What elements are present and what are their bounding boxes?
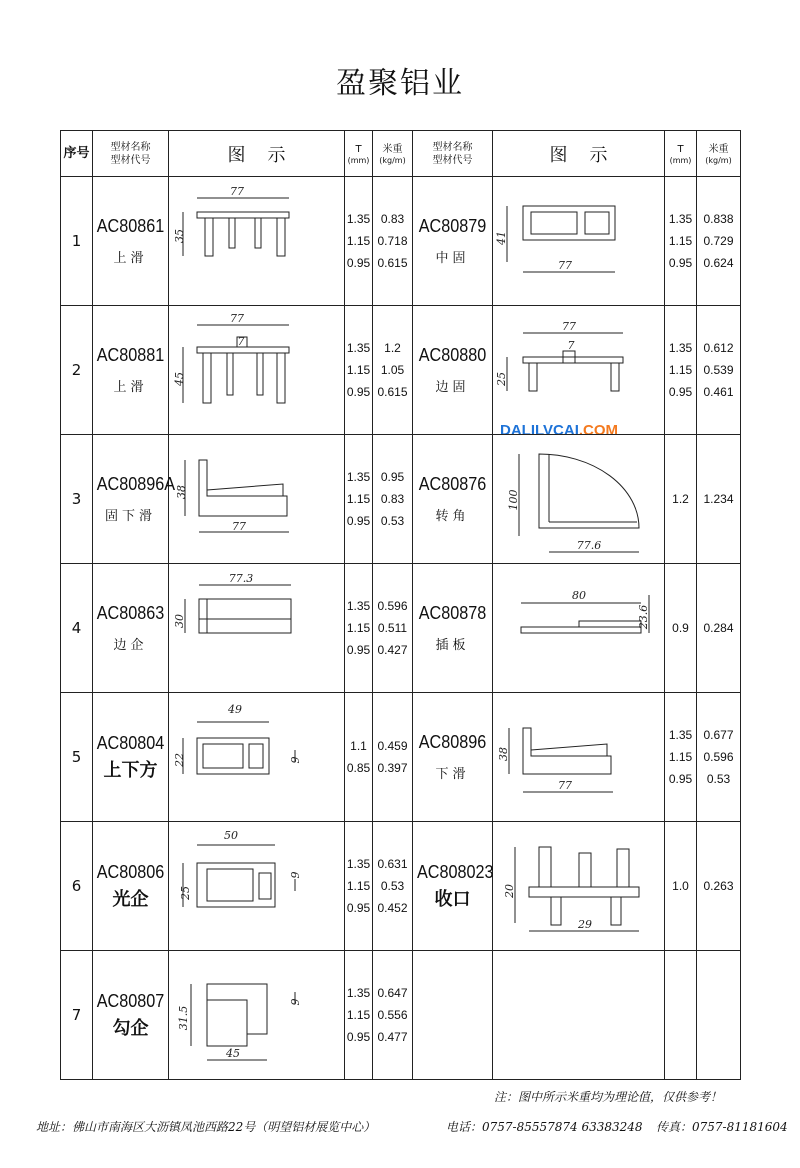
table-row	[61, 306, 741, 435]
weight-cell	[373, 306, 413, 435]
header-figure-right: 图示	[493, 131, 665, 177]
profile-name: 收口	[434, 888, 471, 910]
weight-value: 0.477	[377, 1030, 408, 1044]
figure-cell	[493, 177, 665, 306]
weight-value: 0.615	[377, 385, 408, 399]
dimension-label: 29	[577, 918, 592, 931]
row-number: 4	[61, 564, 93, 693]
page-title: 盈聚铝业	[336, 66, 464, 101]
thickness-value: 0.95	[346, 643, 371, 657]
profile-name: 插板	[435, 638, 470, 653]
header-thickness: T (mm)	[345, 131, 373, 177]
weight-value: 1.05	[380, 363, 405, 377]
dimension-label: 49	[227, 703, 242, 716]
profile-drawing	[172, 569, 337, 687]
dimension-label: 25	[178, 886, 192, 900]
figure-cell	[493, 822, 665, 951]
weight-value: 0.284	[703, 621, 734, 635]
table-row	[61, 693, 741, 822]
thickness-cell	[665, 435, 697, 564]
watermark-suffix: .COM	[578, 422, 619, 439]
weight-cell	[373, 564, 413, 693]
dimension-label: 9	[288, 756, 302, 764]
row-number: 2	[61, 306, 93, 435]
footer-phone: 电话：0757-85557874 63383248	[446, 1120, 643, 1134]
dimension-label: 41	[494, 231, 508, 245]
profile-drawing	[172, 182, 337, 300]
weight-cell	[373, 693, 413, 822]
thickness-value: 0.95	[346, 256, 371, 270]
profile-name-cell	[93, 693, 169, 822]
thickness-value: 1.15	[668, 363, 693, 377]
thickness-value: 1.15	[668, 234, 693, 248]
dimension-label: 77.6	[576, 539, 601, 552]
weight-cell	[697, 306, 741, 435]
thickness-value: 1.2	[672, 492, 689, 506]
dimension-label: 77	[561, 320, 576, 333]
dimension-label: 77	[231, 520, 246, 533]
profile-drawing	[496, 698, 659, 816]
dimension-label: 9	[288, 871, 302, 879]
profile-code: AC80863	[96, 603, 165, 623]
weight-value: 0.631	[377, 857, 408, 871]
profile-name-cell	[413, 306, 493, 435]
profile-name-cell	[413, 177, 493, 306]
empty-cell	[665, 951, 697, 1080]
dimension-label: 80	[571, 589, 586, 602]
dimension-label: 38	[496, 747, 510, 761]
profile-catalog-table	[60, 130, 741, 1080]
profile-drawing	[494, 182, 659, 300]
disclaimer-note: 注：图中所示米重均为理论值，仅供参考！	[493, 1090, 722, 1104]
figure-cell	[493, 435, 665, 564]
thickness-cell	[345, 306, 373, 435]
weight-value: 0.677	[703, 728, 734, 742]
profile-code: AC80879	[418, 216, 487, 236]
thickness-value: 1.15	[346, 492, 371, 506]
profile-code: AC808023	[416, 861, 494, 882]
row-number: 3	[61, 435, 93, 564]
thickness-cell	[345, 951, 373, 1080]
thickness-cell	[345, 693, 373, 822]
profile-name-cell	[93, 564, 169, 693]
thickness-value: 1.15	[346, 621, 371, 635]
footer-fax: 传真：0757-81181604	[656, 1120, 788, 1134]
header-weight-right: 米重 (kg/m)	[697, 131, 741, 177]
profile-name: 上下方	[103, 759, 158, 781]
header-weight: 米重 (kg/m)	[373, 131, 413, 177]
weight-cell	[697, 822, 741, 951]
table-row	[61, 564, 741, 693]
weight-value: 0.718	[377, 234, 408, 248]
profile-name-cell	[413, 564, 493, 693]
header-thickness-right: T (mm)	[665, 131, 697, 177]
header-seq: 序号	[61, 131, 93, 177]
dimension-label: 23.6	[636, 604, 650, 630]
figure-cell	[169, 951, 345, 1080]
profile-name-cell	[93, 435, 176, 564]
figure-cell	[169, 306, 345, 435]
weight-value: 0.612	[703, 341, 734, 355]
row-number: 6	[61, 822, 93, 951]
profile-code: AC80878	[418, 603, 487, 623]
thickness-value: 1.35	[346, 470, 371, 484]
weight-cell	[373, 177, 413, 306]
thickness-value: 1.1	[350, 739, 367, 753]
table-header-row	[61, 131, 741, 177]
profile-name: 中固	[435, 251, 470, 266]
weight-value: 0.461	[703, 385, 734, 399]
profile-code: AC80807	[96, 990, 165, 1011]
thickness-value: 1.15	[346, 234, 371, 248]
table-row	[61, 951, 741, 1080]
dimension-label: 45	[225, 1047, 240, 1060]
dimension-label: 25	[494, 372, 508, 386]
empty-cell	[493, 951, 665, 1080]
weight-value: 0.83	[380, 212, 405, 226]
dimension-label: 77	[229, 312, 244, 325]
thickness-value: 0.85	[346, 761, 371, 775]
dimension-label: 77	[557, 259, 572, 272]
figure-cell	[493, 306, 665, 435]
thickness-value: 1.35	[346, 341, 371, 355]
profile-name-cell	[93, 306, 169, 435]
weight-value: 0.596	[703, 750, 734, 764]
weight-cell	[373, 435, 413, 564]
weight-value: 0.511	[377, 621, 408, 635]
thickness-value: 1.35	[346, 599, 371, 613]
profile-drawing	[177, 956, 337, 1074]
figure-cell	[169, 822, 345, 951]
dimension-label: 77	[557, 779, 572, 792]
weight-value: 0.539	[703, 363, 734, 377]
thickness-cell	[345, 822, 373, 951]
table-row	[61, 177, 741, 306]
profile-drawing	[172, 698, 337, 816]
dimension-label: 38	[174, 485, 188, 499]
thickness-value: 1.35	[346, 857, 371, 871]
weight-value: 0.53	[380, 514, 405, 528]
figure-cell	[169, 435, 345, 564]
profile-name-cell	[413, 693, 493, 822]
dimension-label: 7	[237, 335, 244, 348]
thickness-value: 1.35	[668, 212, 693, 226]
weight-value: 0.53	[380, 879, 405, 893]
profile-name-cell	[413, 822, 493, 951]
weight-value: 0.729	[703, 234, 734, 248]
empty-cell	[413, 951, 493, 1080]
weight-cell	[373, 822, 413, 951]
empty-cell	[697, 951, 741, 1080]
thickness-cell	[665, 306, 697, 435]
thickness-value: 0.95	[668, 385, 693, 399]
profile-code: AC80804	[96, 732, 165, 753]
dimension-label: 77	[229, 185, 244, 198]
figure-cell	[493, 564, 665, 693]
dimension-label: 30	[172, 614, 186, 628]
profile-name: 边固	[435, 380, 470, 395]
weight-value: 1.234	[703, 492, 734, 506]
dimension-label: 22	[172, 753, 186, 767]
watermark-domain: DALILVCAI	[500, 422, 579, 439]
weight-cell	[697, 693, 741, 822]
weight-value: 1.2	[384, 341, 401, 355]
thickness-cell	[345, 177, 373, 306]
thickness-cell	[345, 564, 373, 693]
profile-name: 边企	[113, 638, 148, 653]
profile-name: 上滑	[113, 251, 148, 266]
profile-code: AC80880	[418, 345, 487, 365]
thickness-value: 1.15	[346, 1008, 371, 1022]
profile-name: 光企	[112, 888, 149, 910]
thickness-value: 0.95	[668, 256, 693, 270]
profile-drawing	[174, 440, 337, 558]
thickness-value: 1.35	[346, 986, 371, 1000]
table-row	[61, 822, 741, 951]
profile-drawing	[177, 827, 337, 945]
profile-code: AC80896A	[96, 474, 176, 494]
profile-code: AC80876	[418, 474, 487, 494]
weight-value: 0.397	[377, 761, 408, 775]
dimension-label: 31.5	[176, 1005, 190, 1031]
profile-drawing	[499, 827, 659, 945]
weight-cell	[697, 177, 741, 306]
profile-drawing	[494, 311, 659, 429]
profile-name-cell	[413, 435, 493, 564]
thickness-value: 1.15	[668, 750, 693, 764]
thickness-value: 0.95	[346, 385, 371, 399]
weight-value: 0.624	[703, 256, 734, 270]
profile-code: AC80881	[96, 345, 165, 365]
profile-name-cell	[93, 822, 169, 951]
row-number: 7	[61, 951, 93, 1080]
row-number: 1	[61, 177, 93, 306]
weight-value: 0.459	[377, 739, 408, 753]
thickness-value: 1.35	[668, 728, 693, 742]
profile-code: AC80861	[96, 216, 165, 236]
row-number: 5	[61, 693, 93, 822]
figure-cell	[493, 693, 665, 822]
header-figure: 图示	[169, 131, 345, 177]
weight-value: 0.83	[380, 492, 405, 506]
dimension-label: 50	[223, 829, 238, 842]
dimension-label: 45	[172, 372, 186, 386]
weight-value: 0.596	[377, 599, 408, 613]
thickness-value: 0.95	[668, 772, 693, 786]
profile-name-cell	[93, 177, 169, 306]
dimension-label: 77.3	[228, 572, 253, 585]
dimension-label: 7	[567, 339, 574, 352]
thickness-value: 0.95	[346, 1030, 371, 1044]
weight-value: 0.838	[703, 212, 734, 226]
thickness-value: 0.9	[672, 621, 689, 635]
thickness-cell	[665, 177, 697, 306]
weight-value: 0.556	[377, 1008, 408, 1022]
dimension-label: 9	[288, 998, 302, 1006]
thickness-cell	[345, 435, 373, 564]
weight-value: 0.647	[377, 986, 408, 1000]
figure-cell	[169, 693, 345, 822]
weight-value: 0.615	[377, 256, 408, 270]
thickness-value: 0.95	[346, 514, 371, 528]
profile-code: AC80896	[418, 732, 487, 752]
weight-value: 0.427	[377, 643, 408, 657]
dimension-label: 100	[506, 489, 520, 511]
thickness-value: 1.15	[346, 363, 371, 377]
dimension-label: 35	[172, 229, 186, 243]
weight-cell	[373, 951, 413, 1080]
dimension-label: 20	[502, 884, 516, 898]
table-row	[61, 435, 741, 564]
thickness-value: 1.35	[346, 212, 371, 226]
weight-cell	[697, 564, 741, 693]
thickness-cell	[665, 564, 697, 693]
footer-contact	[36, 1118, 800, 1135]
figure-cell	[169, 177, 345, 306]
profile-name-cell	[93, 951, 169, 1080]
profile-name: 上滑	[113, 380, 148, 395]
profile-name: 下滑	[435, 767, 470, 782]
profile-name: 转角	[435, 509, 470, 524]
thickness-value: 0.95	[346, 901, 371, 915]
weight-value: 0.263	[703, 879, 734, 893]
weight-value: 0.95	[380, 470, 405, 484]
profile-name: 固下滑	[104, 509, 156, 524]
footer-address: 地址：佛山市南海区大沥镇凤池西路22号（明望铝材展览中心）	[36, 1120, 376, 1134]
figure-cell	[169, 564, 345, 693]
header-name-right: 型材名称 型材代号	[413, 131, 493, 177]
profile-drawing	[172, 311, 337, 429]
thickness-cell	[665, 822, 697, 951]
thickness-cell	[665, 693, 697, 822]
weight-cell	[697, 435, 741, 564]
profile-code: AC80806	[96, 861, 165, 882]
weight-value: 0.452	[377, 901, 408, 915]
thickness-value: 1.0	[672, 879, 689, 893]
profile-drawing	[499, 440, 659, 558]
profile-drawing	[499, 569, 659, 687]
thickness-value: 1.35	[668, 341, 693, 355]
profile-name: 勾企	[112, 1017, 149, 1039]
header-name: 型材名称 型材代号	[93, 131, 169, 177]
thickness-value: 1.15	[346, 879, 371, 893]
weight-value: 0.53	[706, 772, 731, 786]
